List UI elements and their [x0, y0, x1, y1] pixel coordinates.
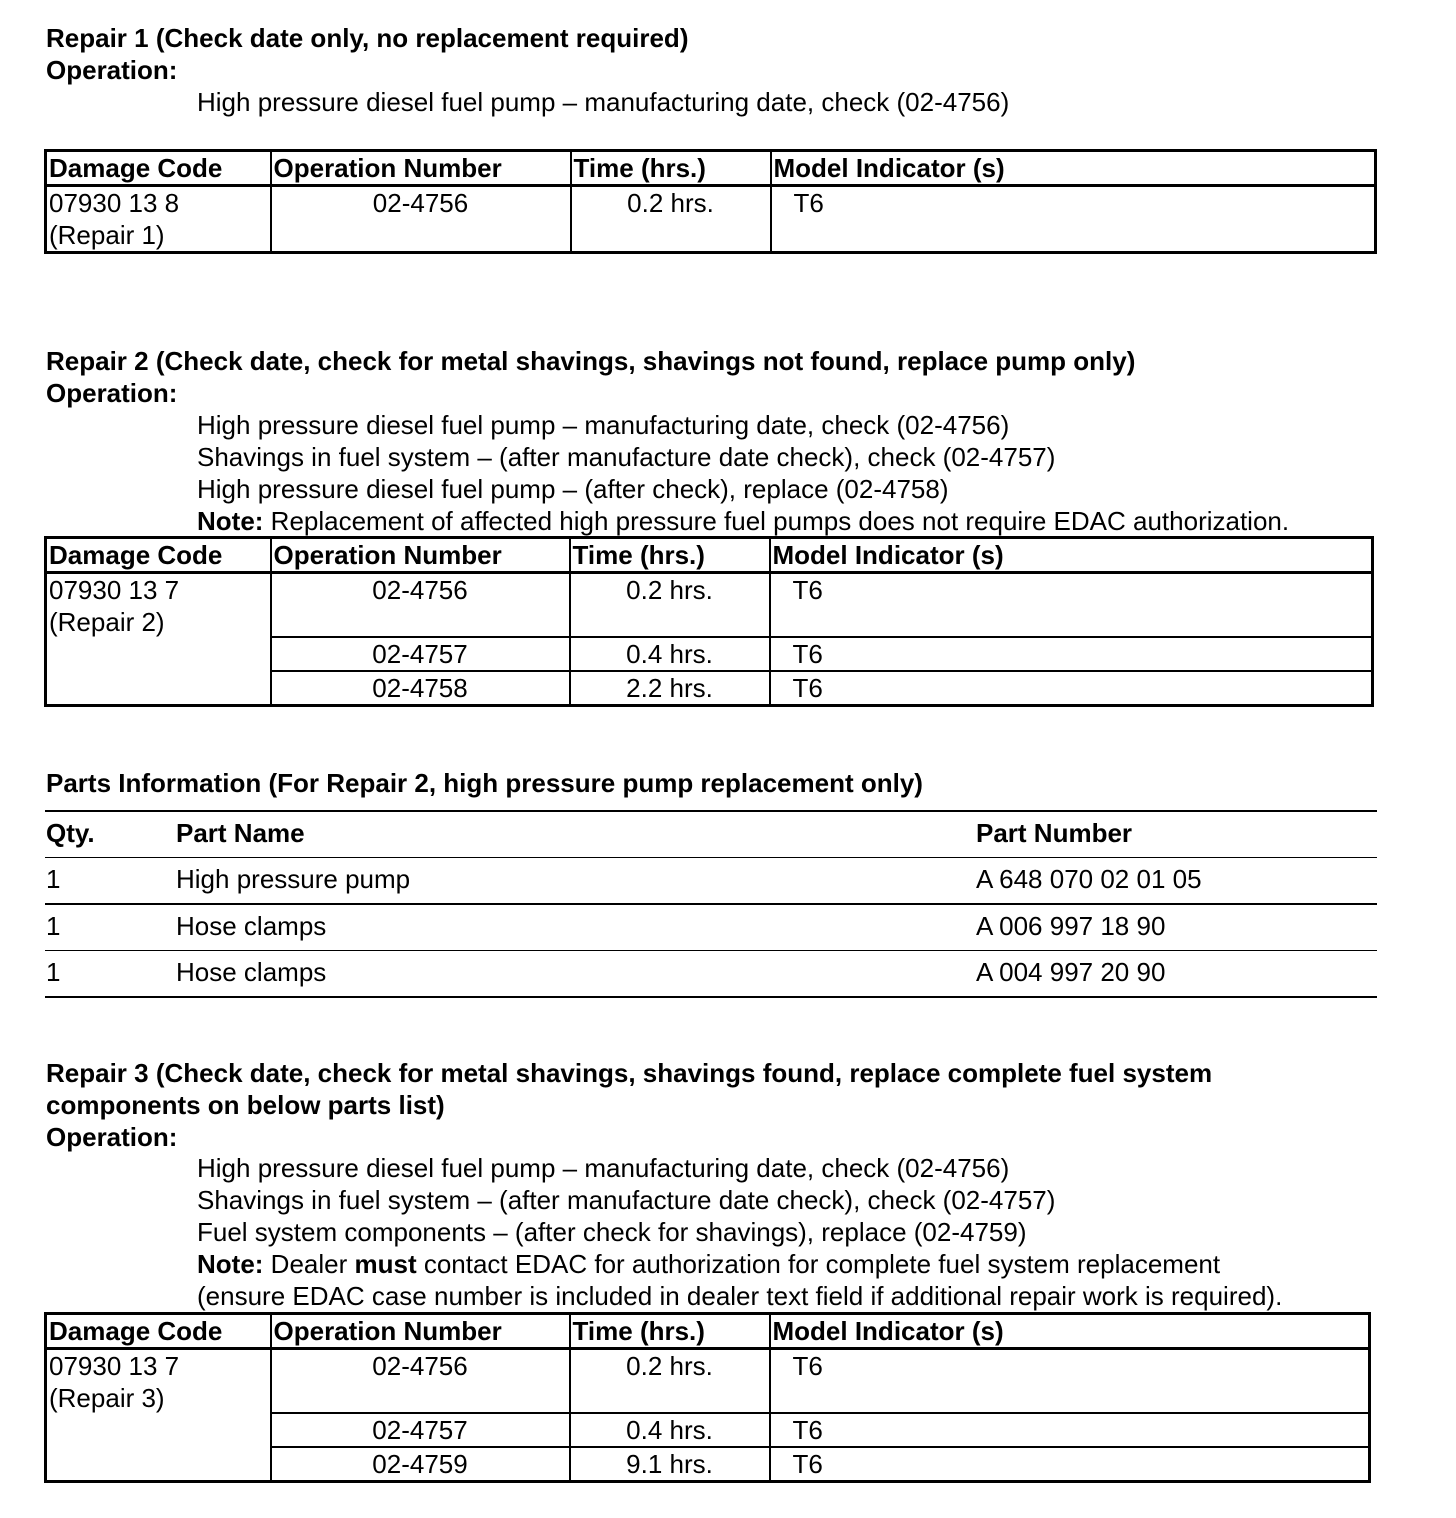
repair3-table — [44, 1312, 1371, 1483]
header-part-name: Part Name — [176, 818, 305, 848]
note-label: Note: — [197, 506, 264, 536]
model-indicator: T6 — [770, 1349, 1370, 1413]
note-text: Replacement of affected high pressure fuel pumps does not require EDAC authorization. — [263, 506, 1290, 536]
time-value: 0.2 hrs. — [571, 186, 771, 253]
part-number: A 006 997 18 90 — [976, 911, 1166, 941]
time-value: 0.2 hrs. — [570, 573, 770, 637]
table-row — [45, 857, 1377, 903]
header-model-indicator: Model Indicator (s) — [770, 538, 1373, 573]
part-qty: 1 — [46, 957, 61, 987]
repair2-title: Repair 2 (Check date, check for metal shavings, shavings not found, replace pump only) — [46, 346, 1136, 376]
model-indicator: T6 — [770, 671, 1373, 706]
header-part-number: Part Number — [976, 818, 1133, 848]
note-label: Note: — [197, 1249, 264, 1279]
model-indicator: T6 — [770, 573, 1373, 637]
operation-number: 02-4756 — [271, 1349, 570, 1413]
parts-header-row — [45, 810, 1377, 857]
repair1-table — [44, 149, 1377, 254]
repair3-note — [197, 1248, 1220, 1280]
header-damage-code: Damage Code — [46, 151, 271, 186]
table-row — [46, 1349, 1370, 1413]
table-row — [46, 573, 1373, 637]
damage-code: 07930 13 7 — [49, 1351, 180, 1381]
operation-number: 02-4756 — [271, 186, 571, 253]
repair3-title-line1: Repair 3 (Check date, check for metal shavings, shavings found, replace complete fuel system — [46, 1058, 1213, 1088]
note-emphasis: must — [354, 1249, 417, 1279]
operation-number: 02-4758 — [271, 671, 570, 706]
repair3-operation-1: High pressure diesel fuel pump – manufacturing date, check (02-4756) — [197, 1153, 1010, 1183]
header-time: Time (hrs.) — [570, 1314, 770, 1349]
repair1-operation-1: High pressure diesel fuel pump – manufacturing date, check (02-4756) — [197, 87, 1010, 117]
model-indicator: T6 — [770, 1413, 1370, 1447]
repair1-operation-label: Operation: — [46, 55, 178, 85]
repair3-title-line2: components on below parts list) — [46, 1090, 445, 1120]
table-header-row — [46, 538, 1373, 573]
header-operation-number: Operation Number — [271, 1314, 570, 1349]
part-number: A 648 070 02 01 05 — [976, 864, 1202, 894]
repair3-note-line2: (ensure EDAC case number is included in dealer text field if additional repair work is required). — [197, 1281, 1283, 1311]
repair2-operation-label: Operation: — [46, 378, 178, 408]
note-text-post: contact EDAC for authorization for complete fuel system replacement — [416, 1249, 1221, 1279]
repair3-operation-2: Shavings in fuel system – (after manufacture date check), check (02-4757) — [197, 1185, 1056, 1215]
header-damage-code: Damage Code — [46, 538, 271, 573]
time-value: 2.2 hrs. — [570, 671, 770, 706]
part-name: High pressure pump — [176, 864, 411, 894]
header-time: Time (hrs.) — [571, 151, 771, 186]
damage-code-sub: (Repair 1) — [49, 220, 165, 250]
table-row — [45, 950, 1377, 998]
part-name: Hose clamps — [176, 957, 327, 987]
header-operation-number: Operation Number — [271, 538, 570, 573]
repair2-operation-2: Shavings in fuel system – (after manufacture date check), check (02-4757) — [197, 442, 1056, 472]
parts-title: Parts Information (For Repair 2, high pressure pump replacement only) — [46, 768, 923, 798]
operation-number: 02-4757 — [271, 637, 570, 671]
damage-code: 07930 13 8 — [49, 188, 180, 218]
model-indicator: T6 — [770, 1447, 1370, 1482]
model-indicator: T6 — [771, 186, 1376, 253]
damage-code-sub: (Repair 2) — [49, 607, 165, 637]
header-model-indicator: Model Indicator (s) — [770, 1314, 1370, 1349]
time-value: 9.1 hrs. — [570, 1447, 770, 1482]
repair2-note — [197, 505, 1289, 537]
table-row — [45, 903, 1377, 950]
time-value: 0.4 hrs. — [570, 1413, 770, 1447]
parts-table — [45, 810, 1377, 998]
damage-code-sub: (Repair 3) — [49, 1383, 165, 1413]
operation-number: 02-4759 — [271, 1447, 570, 1482]
header-operation-number: Operation Number — [271, 151, 571, 186]
damage-code-cell — [46, 573, 271, 706]
repair2-operation-3: High pressure diesel fuel pump – (after check), replace (02-4758) — [197, 474, 949, 504]
damage-code: 07930 13 7 — [49, 575, 180, 605]
note-text-pre: Dealer — [263, 1249, 355, 1279]
header-qty: Qty. — [46, 818, 95, 848]
header-damage-code: Damage Code — [46, 1314, 271, 1349]
part-name: Hose clamps — [176, 911, 327, 941]
damage-code-cell — [46, 1349, 271, 1482]
part-qty: 1 — [46, 911, 61, 941]
operation-number: 02-4756 — [271, 573, 570, 637]
repair2-table — [44, 536, 1374, 707]
table-row — [46, 186, 1376, 253]
repair3-operation-3: Fuel system components – (after check for shavings), replace (02-4759) — [197, 1217, 1027, 1247]
time-value: 0.4 hrs. — [570, 637, 770, 671]
repair3-operation-label: Operation: — [46, 1122, 178, 1152]
model-indicator: T6 — [770, 637, 1373, 671]
header-model-indicator: Model Indicator (s) — [771, 151, 1376, 186]
time-value: 0.2 hrs. — [570, 1349, 770, 1413]
repair1-title: Repair 1 (Check date only, no replacement required) — [46, 23, 689, 53]
table-header-row — [46, 151, 1376, 186]
part-number: A 004 997 20 90 — [976, 957, 1166, 987]
damage-code-cell — [46, 186, 271, 253]
header-time: Time (hrs.) — [570, 538, 770, 573]
repair2-operation-1: High pressure diesel fuel pump – manufacturing date, check (02-4756) — [197, 410, 1010, 440]
table-header-row — [46, 1314, 1370, 1349]
operation-number: 02-4757 — [271, 1413, 570, 1447]
part-qty: 1 — [46, 864, 61, 894]
